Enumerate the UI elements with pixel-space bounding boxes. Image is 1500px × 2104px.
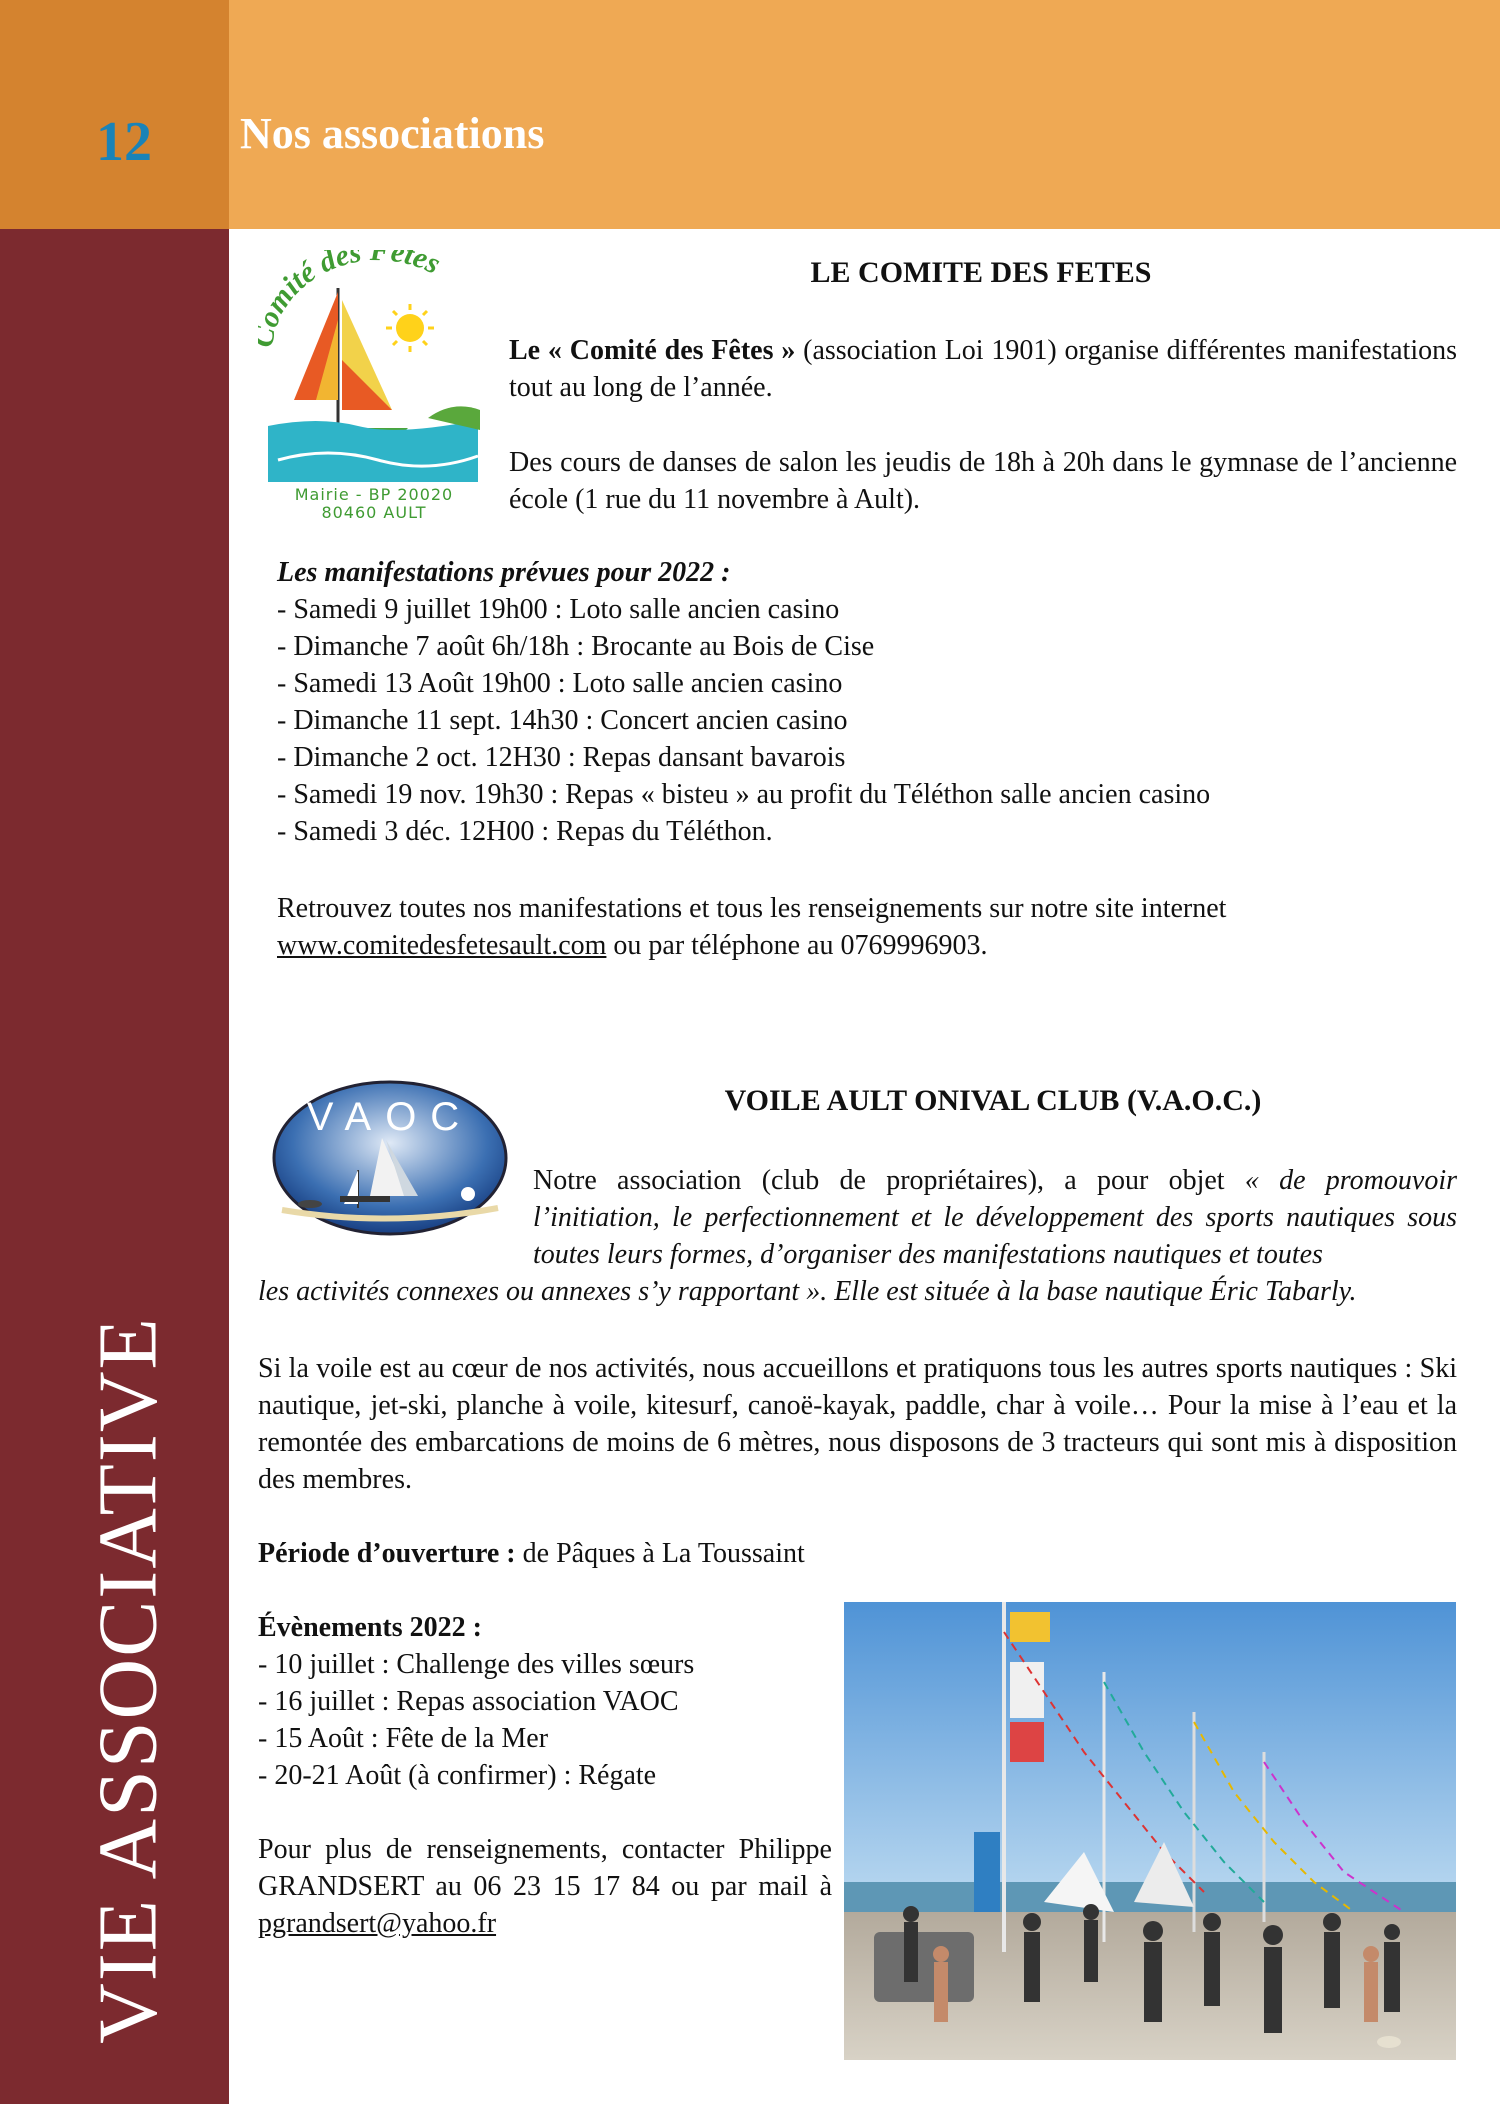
vaoc-logo — [270, 1078, 510, 1238]
vaoc-activities: Si la voile est au cœur de nos activités, nous accueillons et pratiquons tous les autres sports nautiques : Ski nautique, jet-ski, planche à voile, kitesurf, canoë-kayak, paddle, char à voile… Pour la mise à l’eau et la remontée des embarcations de moins de 6 mètres, nous disposons de 3 tracteurs qui sont mis à disposition des membres. — [258, 1353, 1457, 1495]
logo-arc-text: mité des Fêtes — [259, 250, 446, 319]
page-number: 12 — [96, 111, 152, 173]
list-item: - Dimanche 7 août 6h/18h : Brocante au Bois de Cise — [277, 628, 1457, 665]
comite-events-heading: Les manifestations prévues pour 2022 : — [277, 557, 731, 588]
comite-website-link[interactable]: www.comitedesfetesault.com — [277, 930, 607, 961]
list-item: - 16 juillet : Repas association VAOC — [258, 1683, 828, 1720]
comite-title: LE COMITE DES FETES — [810, 256, 1152, 289]
vaoc-period — [258, 1535, 1457, 1572]
list-item: - 10 juillet : Challenge des villes sœurs — [258, 1646, 828, 1683]
vaoc-intro-italic-end: les activités connexes ou annexes s’y rapportant ». Elle est située à la base nautique Éric Tabarly. — [258, 1276, 1357, 1307]
vaoc-title: VOILE AULT ONIVAL CLUB (V.A.O.C.) — [724, 1084, 1262, 1117]
list-item: - Dimanche 2 oct. 12H30 : Repas dansant bavarois — [277, 739, 1457, 776]
vaoc-period-value: de Pâques à La Toussaint — [515, 1538, 805, 1569]
vaoc-events-heading: Évènements 2022 : — [258, 1612, 482, 1643]
list-item: - Dimanche 11 sept. 14h30 : Concert ancien casino — [277, 702, 1457, 739]
list-item: - 15 Août : Fête de la Mer — [258, 1720, 828, 1757]
comite-contact — [277, 890, 1457, 964]
comite-dance-paragraph: Des cours de danses de salon les jeudis de 18h à 20h dans le gymnase de l’ancienne école (1 rue du 11 novembre à Ault). — [509, 447, 1457, 515]
comite-des-fetes-logo — [258, 250, 490, 525]
list-item: - Samedi 13 Août 19h00 : Loto salle ancien casino — [277, 665, 1457, 702]
list-item: - Samedi 3 déc. 12H00 : Repas du Téléthon. — [277, 813, 1457, 850]
sidebar-label: VIE ASSOCIATIVE — [81, 1316, 175, 2044]
logo-line2: 80460 AULT — [321, 503, 427, 522]
section-title: Nos associations — [240, 109, 545, 158]
list-item: - Samedi 9 juillet 19h00 : Loto salle ancien casino — [277, 591, 1457, 628]
comite-intro — [509, 332, 1457, 406]
vaoc-intro-part1 — [533, 1162, 1457, 1273]
vaoc-intro-italic: « de promouvoir l’initiation, le perfectionnement et le développement des sports nautiques sous toutes leurs formes, d’organiser des manifestations nautiques et toutes — [533, 1165, 1457, 1270]
comite-events-list — [277, 591, 1457, 850]
vaoc-intro-part2 — [258, 1273, 1457, 1310]
comite-intro-rest: (association Loi 1901) organise différentes manifestations tout au long de l’année. — [509, 335, 1457, 403]
fete-de-la-mer-photo — [844, 1602, 1456, 2060]
vaoc-contact-text: Pour plus de renseignements, contacter Philippe GRANDSERT au 06 23 15 17 84 ou par mail à — [258, 1834, 832, 1902]
vaoc-contact — [258, 1831, 832, 1942]
vaoc-logo-text: VAOC — [306, 1095, 474, 1139]
comite-contact-line: Retrouvez toutes nos manifestations et tous les renseignements sur notre site internet — [277, 893, 1227, 924]
vaoc-intro-plain: Notre association (club de propriétaires), a pour objet — [533, 1165, 1245, 1196]
comite-phone-text: ou par téléphone au 0769996903. — [606, 930, 988, 961]
vaoc-period-label: Période d’ouverture : — [258, 1538, 516, 1569]
list-item: - Samedi 19 nov. 19h30 : Repas « bisteu » au profit du Téléthon salle ancien casino — [277, 776, 1457, 813]
vaoc-email-link[interactable]: pgrandsert@yahoo.fr — [258, 1908, 497, 1939]
list-item: - 20-21 Août (à confirmer) : Régate — [258, 1757, 828, 1794]
vaoc-events — [258, 1609, 828, 1794]
vaoc-events-list — [258, 1646, 828, 1794]
comite-events — [277, 554, 1457, 850]
logo-line1: Mairie - BP 20020 — [294, 485, 454, 504]
comite-intro-bold: Le « Comité des Fêtes » — [509, 335, 796, 366]
